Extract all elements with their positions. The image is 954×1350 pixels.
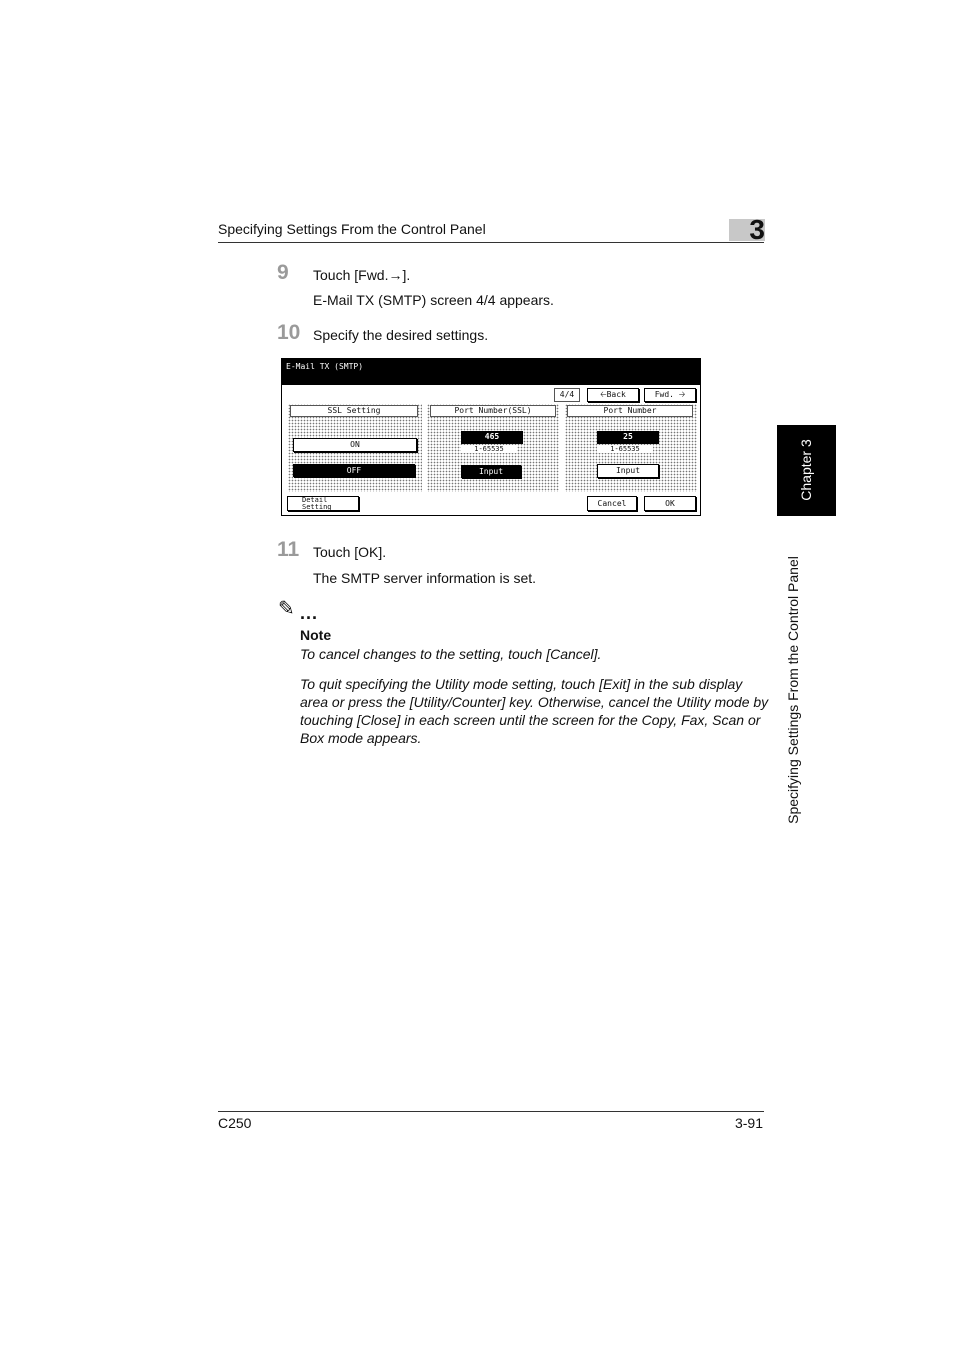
running-header-title: Specifying Settings From the Control Panel bbox=[218, 221, 486, 237]
step-11-number: 11 bbox=[277, 538, 300, 561]
note-paragraph-2: To quit specifying the Utility mode setting, touch [Exit] in the sub display area or press the [Utility/Counter] key. Otherwise, cancel the Utility mode by touching [Close] in each screen until the screen for the Copy, Fax, Scan or Box mode appears. bbox=[300, 676, 769, 746]
footer-page-number: 3-91 bbox=[734, 1115, 763, 1131]
port-input-button[interactable]: Input bbox=[597, 464, 659, 478]
chapter-number: 3 bbox=[749, 214, 765, 245]
port-value: 25 bbox=[597, 431, 659, 444]
step-10-text: Specify the desired settings. bbox=[313, 327, 489, 343]
side-section-title: Specifying Settings From the Control Panel bbox=[785, 556, 801, 824]
step-11-text: Touch [OK]. bbox=[313, 544, 387, 560]
header-divider bbox=[218, 242, 764, 243]
fwd-button[interactable] bbox=[644, 388, 696, 402]
detail-setting-button[interactable] bbox=[287, 496, 359, 511]
fwd-label: Fwd. bbox=[654, 390, 674, 399]
port-label: Port Number bbox=[567, 405, 693, 417]
step-9-number: 9 bbox=[277, 261, 289, 284]
step-11-subtext: The SMTP server information is set. bbox=[313, 570, 537, 586]
ssl-off-button[interactable]: OFF bbox=[293, 464, 415, 477]
port-ssl-label: Port Number(SSL) bbox=[430, 405, 556, 417]
screen-title: E-Mail TX (SMTP) bbox=[286, 362, 364, 371]
page-indicator: 4/4 bbox=[554, 388, 580, 402]
chapter-side-tab-label: Chapter 3 bbox=[798, 439, 814, 501]
note-paragraph-1: To cancel changes to the setting, touch [Cancel]. bbox=[300, 646, 602, 662]
step-10-number: 10 bbox=[277, 321, 301, 344]
chapter-side-tab bbox=[777, 425, 836, 516]
cancel-button[interactable]: Cancel bbox=[587, 496, 637, 511]
pencil-icon: ✎ bbox=[278, 598, 295, 620]
detail-label-line2: Setting bbox=[302, 502, 332, 511]
port-ssl-range: 1-65535 bbox=[461, 445, 517, 453]
footer-divider bbox=[218, 1111, 764, 1112]
ssl-setting-label: SSL Setting bbox=[290, 405, 418, 417]
control-panel-screen bbox=[281, 358, 701, 516]
fwd-arrow-icon: 🡢 bbox=[678, 390, 686, 399]
step-9-subtext: E-Mail TX (SMTP) screen 4/4 appears. bbox=[313, 292, 554, 308]
note-label: Note bbox=[300, 627, 332, 643]
port-ssl-value: 465 bbox=[461, 431, 523, 444]
back-arrow-icon: 🡠 bbox=[600, 390, 607, 399]
detail-label-line1: Detail bbox=[302, 495, 328, 504]
port-ssl-input-button[interactable]: Input bbox=[461, 465, 521, 478]
ssl-on-button[interactable]: ON bbox=[293, 438, 417, 452]
back-label: Back bbox=[606, 390, 626, 399]
step-9-text: Touch [Fwd.→]. bbox=[313, 267, 411, 283]
screen-title-bar bbox=[282, 359, 700, 385]
ellipsis-icon: ... bbox=[300, 603, 319, 623]
ok-button[interactable]: OK bbox=[644, 496, 696, 511]
port-range: 1-65535 bbox=[597, 445, 653, 453]
footer-model: C250 bbox=[218, 1115, 252, 1131]
back-button[interactable] bbox=[587, 388, 639, 402]
